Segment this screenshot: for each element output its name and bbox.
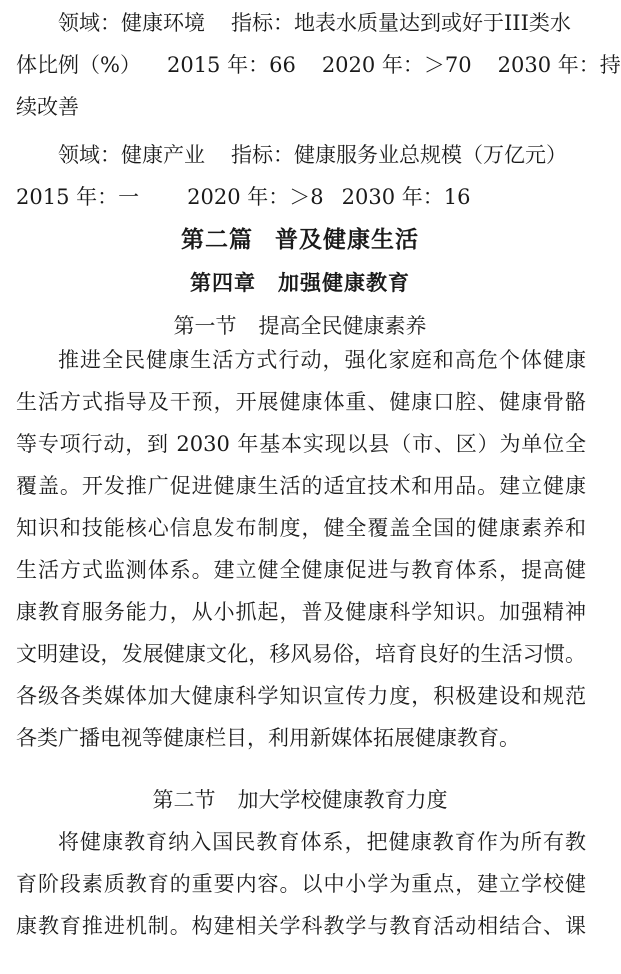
section-name: 加大学校健康教育力度: [237, 788, 448, 812]
paragraph-line: 知识和技能核心信息发布制度，健全覆盖全国的健康素养和: [16, 516, 586, 540]
indicator-2020-value: 2020 年：＞70: [321, 53, 472, 77]
paragraph-line: 推进全民健康生活方式行动，强化家庭和高危个体健康: [58, 348, 586, 372]
paragraph-line: 康教育服务能力，从小抓起，普及健康科学知识。加强精神: [16, 600, 586, 624]
paragraph-line: 育阶段素质教育的重要内容。以中小学为重点，建立学校健: [16, 872, 586, 896]
indicator-name: 指标：健康服务业总规模（万亿元）: [231, 143, 567, 167]
section-title: [0, 309, 600, 343]
indicator-row: [58, 139, 586, 171]
indicator-field: 领域：健康环境: [58, 11, 205, 35]
section-number: 第二节: [152, 788, 216, 812]
indicator-2015-value: 2015 年：一: [16, 185, 140, 209]
paragraph-line: 各类广播电视等健康栏目，利用新媒体拓展健康教育。: [16, 726, 520, 750]
chapter-number: 第四章: [190, 271, 256, 295]
chapter-title: [0, 266, 600, 300]
part-title: [0, 223, 600, 257]
paragraph-line: 将健康教育纳入国民教育体系，把健康教育作为所有教: [58, 830, 586, 854]
indicator-name-cont: 体比例（%）: [16, 53, 141, 77]
paragraph-line: 等专项行动，到 2030 年基本实现以县（市、区）为单位全: [16, 432, 586, 456]
paragraph-line: 生活方式指导及干预，开展健康体重、健康口腔、健康骨骼: [16, 390, 586, 414]
part-number: 第二篇: [181, 227, 253, 253]
indicator-values-row: [16, 49, 621, 81]
indicator-field: 领域：健康产业: [58, 143, 205, 167]
paragraph-line: 文明建设，发展健康文化，移风易俗，培育良好的生活习惯。: [16, 642, 586, 666]
paragraph-line: 覆盖。开发推广促进健康生活的适宜技术和用品。建立健康: [16, 474, 586, 498]
indicator-name: 指标：地表水质量达到或好于III类水: [231, 11, 571, 35]
indicator-2020-value: 2020 年：＞8: [187, 185, 324, 209]
chapter-name: 加强健康教育: [278, 271, 410, 295]
section-name: 提高全民健康素养: [258, 314, 427, 338]
paragraph-line: 康教育推进机制。构建相关学科教学与教育活动相结合、课: [16, 914, 586, 938]
indicator-values-row: [16, 181, 586, 213]
indicator-2030-value: 2030 年：16: [341, 185, 471, 209]
part-name: 普及健康生活: [275, 227, 419, 253]
section-title: [0, 783, 600, 817]
paragraph-line: 生活方式监测体系。建立健全健康促进与教育体系，提高健: [16, 558, 586, 582]
paragraph-line: 各级各类媒体加大健康科学知识宣传力度，积极建设和规范: [16, 684, 586, 708]
indicator-value-cont: 续改善: [16, 95, 79, 119]
indicator-row: [58, 7, 586, 39]
indicator-2015-value: 2015 年：66: [166, 53, 296, 77]
indicator-2030-value: 2030 年：持: [497, 53, 621, 77]
section-number: 第一节: [173, 314, 237, 338]
